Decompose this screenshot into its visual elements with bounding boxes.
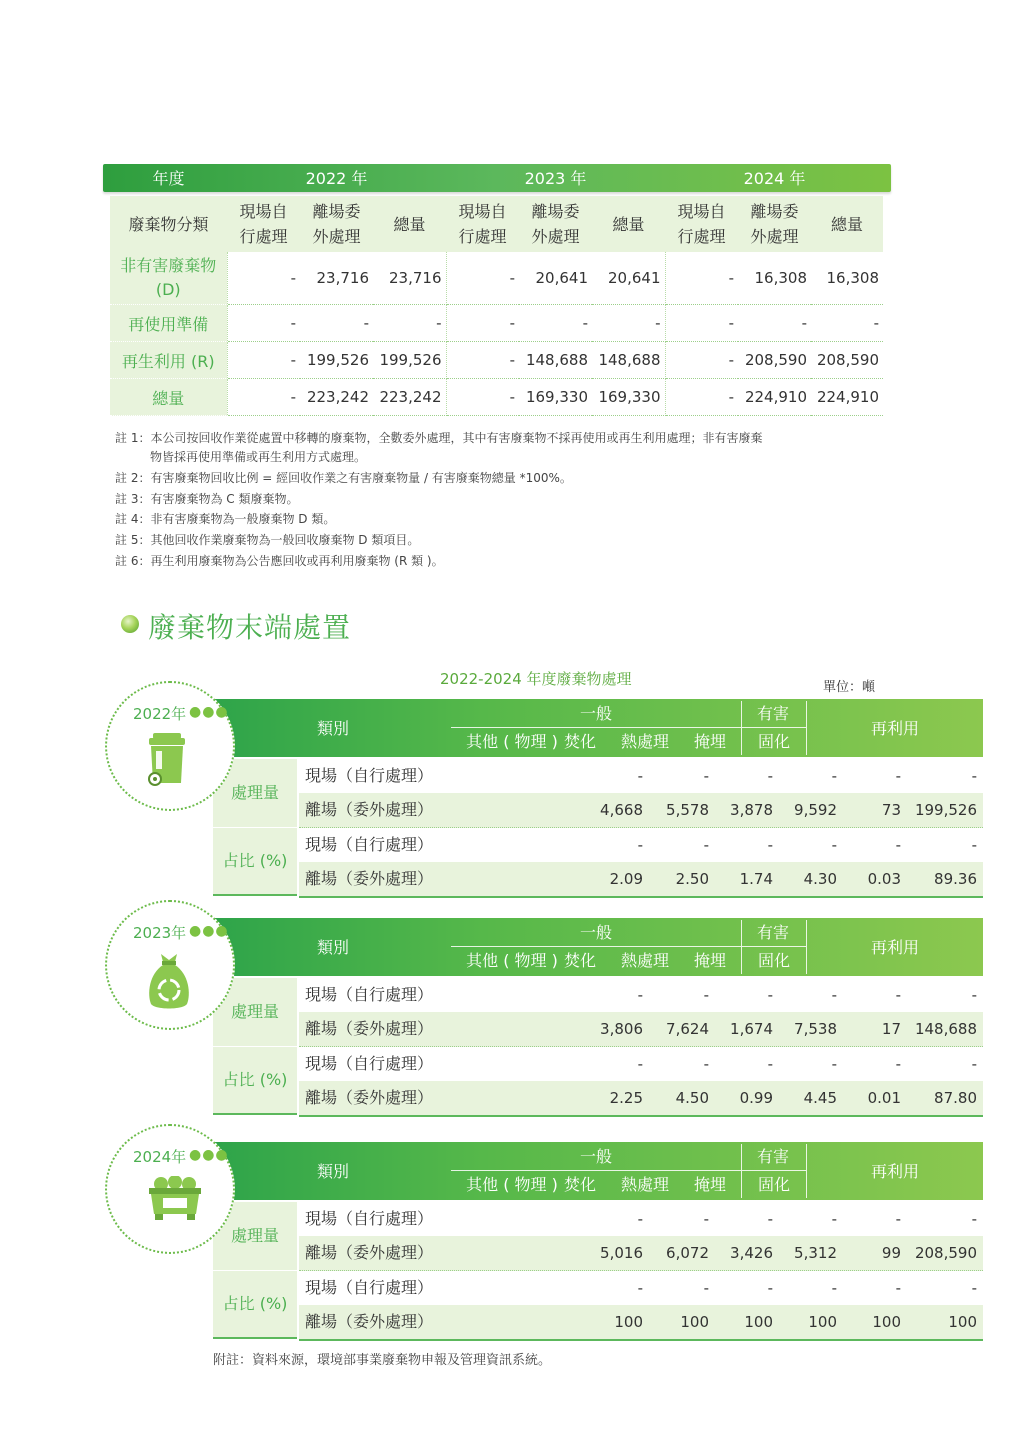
year-2023-label: 2023 年 xyxy=(524,169,587,188)
row-label: 非有害廢棄物 (D) xyxy=(110,252,227,305)
table-cell: - xyxy=(971,836,977,854)
table-cell: - xyxy=(831,986,837,1004)
year-badge xyxy=(105,900,235,1030)
col-offsite: 離場委 外處理 xyxy=(300,196,373,252)
subcol-header: 熱處理 xyxy=(620,951,669,970)
header-divider xyxy=(806,1144,807,1198)
table-cell: 1,674 xyxy=(730,1020,773,1038)
col-offsite: 離場委 外處理 xyxy=(519,196,592,252)
table-cell: 5,016 xyxy=(600,1244,643,1262)
table-cell: - xyxy=(592,305,665,342)
table-cell: - xyxy=(895,986,901,1004)
subcol-header: 掩埋 xyxy=(693,1175,726,1194)
table-cell: 7,538 xyxy=(794,1020,837,1038)
table-cell: - xyxy=(227,342,300,379)
category-header: 類別 xyxy=(316,719,349,738)
dots-decoration: ●●● xyxy=(189,704,229,720)
table-cell: - xyxy=(446,252,519,305)
ratio-group-label: 占比 (%) xyxy=(213,1271,297,1339)
general-header: 一般 xyxy=(579,923,612,942)
row-label: 離場（委外處理） xyxy=(305,1088,434,1107)
header-divider xyxy=(451,727,741,728)
table-cell: 87.80 xyxy=(934,1089,977,1107)
reuse-header: 再利用 xyxy=(870,1162,919,1181)
col-total: 總量 xyxy=(592,196,665,252)
row-label: 總量 xyxy=(110,379,227,416)
col-offsite: 離場委 外處理 xyxy=(738,196,811,252)
table-cell: - xyxy=(767,767,773,785)
table-cell: 20,641 xyxy=(592,252,665,305)
table-cell: - xyxy=(227,252,300,305)
row-label: 離場（委外處理） xyxy=(305,1312,434,1331)
table-row xyxy=(299,759,983,794)
row-label: 現場（自行處理） xyxy=(305,985,434,1004)
row-label: 現場（自行處理） xyxy=(305,1054,434,1073)
table-cell: 224,910 xyxy=(811,379,883,416)
table-cell: - xyxy=(767,1210,773,1228)
col-onsite: 現場自 行處理 xyxy=(665,196,738,252)
year-label: 2023年 xyxy=(133,924,187,942)
table-cell: 73 xyxy=(881,801,901,819)
subcol-header: 熱處理 xyxy=(620,1175,669,1194)
table-cell: - xyxy=(895,767,901,785)
row-label: 再生利用 (R) xyxy=(110,342,227,379)
table-cell: - xyxy=(703,767,709,785)
year-2024-label: 2024 年 xyxy=(743,169,806,188)
year-label: 年度 xyxy=(152,169,185,188)
table-cell: 20,641 xyxy=(519,252,592,305)
header-divider xyxy=(742,946,806,947)
year-block-2022年 xyxy=(105,699,977,899)
table-cell: 199,526 xyxy=(300,342,373,379)
table-cell: - xyxy=(373,305,446,342)
table-cell: 4.50 xyxy=(675,1089,709,1107)
note-1-cont: 物皆採再使用準備或再生利用方式處理。 xyxy=(150,450,367,464)
table-cell: - xyxy=(831,1279,837,1297)
table-cell: - xyxy=(637,1279,643,1297)
subcol-header: 固化 xyxy=(757,732,790,751)
unit-label: 單位：噸 xyxy=(823,680,876,695)
table-cell: 223,242 xyxy=(300,379,373,416)
table-cell: 3,878 xyxy=(730,801,773,819)
table-row xyxy=(299,1202,983,1237)
subcol-header: 其他 ( 物理 ) xyxy=(466,1175,558,1194)
table-cell: 4.45 xyxy=(803,1089,837,1107)
table-cell: 5,312 xyxy=(794,1244,837,1262)
table-cell: 3,426 xyxy=(730,1244,773,1262)
table-cell: - xyxy=(637,1210,643,1228)
row-label: 離場（委外處理） xyxy=(305,1019,434,1038)
header-divider xyxy=(741,701,742,755)
table-cell: - xyxy=(971,767,977,785)
table-cell: 169,330 xyxy=(592,379,665,416)
table-cell: 148,688 xyxy=(519,342,592,379)
table-cell: - xyxy=(703,986,709,1004)
amount-group-label: 處理量 xyxy=(213,978,297,1046)
ratio-group-label: 占比 (%) xyxy=(213,1047,297,1115)
table-cell: 3,806 xyxy=(600,1020,643,1038)
year-table-header xyxy=(213,1142,983,1200)
table-cell: 1.74 xyxy=(739,870,773,888)
table-cell: 223,242 xyxy=(373,379,446,416)
table-cell: 7,624 xyxy=(666,1020,709,1038)
general-header: 一般 xyxy=(579,1147,612,1166)
table-cell: 16,308 xyxy=(738,252,811,305)
table-row xyxy=(299,862,983,898)
table-row xyxy=(110,379,883,416)
table-cell: - xyxy=(971,986,977,1004)
table-cell: 6,072 xyxy=(666,1244,709,1262)
table-cell: - xyxy=(738,305,811,342)
table-cell: - xyxy=(831,1210,837,1228)
general-header: 一般 xyxy=(579,704,612,723)
table-caption: 2022-2024 年度廢棄物處理 xyxy=(440,670,632,688)
row-label: 現場（自行處理） xyxy=(305,766,434,785)
table-row xyxy=(299,828,983,863)
table-cell: - xyxy=(519,305,592,342)
note-5: 註 5：其他回收作業廢棄物為一般回收廢棄物 D 類項目。 xyxy=(115,533,420,547)
note-1: 註 1：本公司按回收作業從處置中移轉的廢棄物，全數委外處理，其中有害廢棄物不採再使用或再生利用處理；非有害廢棄 xyxy=(115,431,763,445)
table-cell: - xyxy=(895,1055,901,1073)
table-row xyxy=(110,342,883,379)
table-cell: 148,688 xyxy=(592,342,665,379)
table-cell: 4.30 xyxy=(803,870,837,888)
table-cell: 148,688 xyxy=(914,1020,977,1038)
row-label: 離場（委外處理） xyxy=(305,800,434,819)
note-6: 註 6：再生利用廢棄物為公告應回收或再利用廢棄物 (R 類 )。 xyxy=(115,554,444,568)
table-cell: 208,590 xyxy=(914,1244,977,1262)
header-divider xyxy=(741,920,742,974)
table-cell: - xyxy=(703,1210,709,1228)
table-cell: - xyxy=(971,1210,977,1228)
dots-decoration: ●●● xyxy=(189,1147,229,1163)
row-label: 再使用準備 xyxy=(110,305,227,342)
year-badge xyxy=(105,681,235,811)
subcol-header: 固化 xyxy=(757,1175,790,1194)
table-cell: 0.01 xyxy=(867,1089,901,1107)
year-block-2023年 xyxy=(105,918,977,1118)
table-cell: 99 xyxy=(881,1244,901,1262)
subcol-header: 掩埋 xyxy=(693,951,726,970)
table-cell: 5,578 xyxy=(666,801,709,819)
subcol-header: 其他 ( 物理 ) xyxy=(466,732,558,751)
waste-classification-table xyxy=(110,196,883,416)
row-label: 離場（委外處理） xyxy=(305,869,434,888)
table-cell: 169,330 xyxy=(519,379,592,416)
table-cell: 2.50 xyxy=(675,870,709,888)
amount-group-label: 處理量 xyxy=(213,1202,297,1270)
category-label: 廢棄物分類 xyxy=(110,196,227,252)
table-cell: - xyxy=(895,836,901,854)
table-cell: - xyxy=(665,252,738,305)
table-cell: 0.03 xyxy=(867,870,901,888)
amount-group-label: 處理量 xyxy=(213,759,297,827)
header-divider xyxy=(451,946,741,947)
table-cell: - xyxy=(446,342,519,379)
table-cell: - xyxy=(227,379,300,416)
row-label: 現場（自行處理） xyxy=(305,1278,434,1297)
table-cell: 100 xyxy=(680,1313,709,1331)
table-cell: - xyxy=(637,767,643,785)
table-cell: - xyxy=(831,836,837,854)
table-cell: - xyxy=(811,305,883,342)
col-total: 總量 xyxy=(811,196,883,252)
table-cell: - xyxy=(767,836,773,854)
table-cell: - xyxy=(300,305,373,342)
table-cell: 224,910 xyxy=(738,379,811,416)
header-divider xyxy=(451,1170,741,1171)
table-cell: - xyxy=(767,1055,773,1073)
table-cell: 208,590 xyxy=(738,342,811,379)
note-3: 註 3：有害廢棄物為 C 類廢棄物。 xyxy=(115,492,299,506)
year-2022-label: 2022 年 xyxy=(305,169,368,188)
table-row xyxy=(110,252,883,305)
table-cell: 16,308 xyxy=(811,252,883,305)
year-block-2024年 xyxy=(105,1142,977,1342)
subcol-header: 熱處理 xyxy=(620,732,669,751)
col-onsite: 現場自 行處理 xyxy=(446,196,519,252)
hazardous-header: 有害 xyxy=(756,704,789,723)
header-divider xyxy=(806,701,807,755)
table-row xyxy=(299,1236,983,1271)
table-cell: 100 xyxy=(808,1313,837,1331)
table-cell: - xyxy=(637,1055,643,1073)
table-cell: - xyxy=(895,1279,901,1297)
table-cell: 208,590 xyxy=(811,342,883,379)
section-title: 廢棄物末端處置 xyxy=(148,611,352,644)
subcol-header: 其他 ( 物理 ) xyxy=(466,951,558,970)
table-cell: 9,592 xyxy=(794,801,837,819)
table-cell: - xyxy=(703,1055,709,1073)
year-label: 2024年 xyxy=(133,1148,187,1166)
table-row xyxy=(299,1012,983,1047)
header-divider xyxy=(806,920,807,974)
table-cell: - xyxy=(637,986,643,1004)
reuse-header: 再利用 xyxy=(870,719,919,738)
subcol-header: 焚化 xyxy=(563,951,596,970)
row-label: 現場（自行處理） xyxy=(305,1209,434,1228)
table-cell: 23,716 xyxy=(300,252,373,305)
col-total: 總量 xyxy=(373,196,446,252)
table-row xyxy=(299,978,983,1013)
table-cell: 2.25 xyxy=(609,1089,643,1107)
table-row xyxy=(299,793,983,828)
subcol-header: 固化 xyxy=(757,951,790,970)
year-label: 2022年 xyxy=(133,705,187,723)
ratio-group-label: 占比 (%) xyxy=(213,828,297,896)
table-cell: - xyxy=(665,379,738,416)
table-row xyxy=(299,1305,983,1341)
table-cell: - xyxy=(665,342,738,379)
table-cell: 100 xyxy=(614,1313,643,1331)
table-cell: - xyxy=(767,986,773,1004)
table-cell: 199,526 xyxy=(373,342,446,379)
table-cell: - xyxy=(703,836,709,854)
reuse-header: 再利用 xyxy=(870,938,919,957)
table-cell: 4,668 xyxy=(600,801,643,819)
table-subheader-row xyxy=(110,196,883,252)
table-cell: - xyxy=(895,1210,901,1228)
category-header: 類別 xyxy=(316,938,349,957)
table-cell: 100 xyxy=(744,1313,773,1331)
table-cell: - xyxy=(971,1279,977,1297)
year-table-header xyxy=(213,699,983,757)
dots-decoration: ●●● xyxy=(189,923,229,939)
table-cell: - xyxy=(637,836,643,854)
note-4: 註 4：非有害廢棄物為一般廢棄物 D 類。 xyxy=(115,512,336,526)
header-divider xyxy=(742,1170,806,1171)
top-table-year-header xyxy=(103,164,891,192)
table-cell: 199,526 xyxy=(914,801,977,819)
category-header: 類別 xyxy=(316,1162,349,1181)
table-cell: - xyxy=(446,305,519,342)
footnote: 附註：資料來源，環境部事業廢棄物申報及管理資訊系統。 xyxy=(213,1353,552,1368)
section-bullet-icon xyxy=(121,615,139,633)
header-divider xyxy=(742,727,806,728)
table-row xyxy=(110,305,883,342)
table-cell: 23,716 xyxy=(373,252,446,305)
note-2: 註 2：有害廢棄物回收比例 = 經回收作業之有害廢棄物量 / 有害廢棄物總量 *100%。 xyxy=(115,471,572,485)
subcol-header: 焚化 xyxy=(563,1175,596,1194)
table-cell: 0.99 xyxy=(739,1089,773,1107)
table-row xyxy=(299,1047,983,1082)
table-cell: - xyxy=(831,767,837,785)
table-cell: - xyxy=(767,1279,773,1297)
table-cell: - xyxy=(665,305,738,342)
table-row xyxy=(299,1271,983,1306)
table-cell: - xyxy=(703,1279,709,1297)
year-badge xyxy=(105,1124,235,1254)
table-cell: - xyxy=(971,1055,977,1073)
table-cell: 100 xyxy=(948,1313,977,1331)
table-row xyxy=(299,1081,983,1117)
table-cell: 17 xyxy=(881,1020,901,1038)
row-label: 離場（委外處理） xyxy=(305,1243,434,1262)
subcol-header: 焚化 xyxy=(563,732,596,751)
row-label: 現場（自行處理） xyxy=(305,835,434,854)
table-cell: 100 xyxy=(872,1313,901,1331)
hazardous-header: 有害 xyxy=(756,1147,789,1166)
hazardous-header: 有害 xyxy=(756,923,789,942)
header-divider xyxy=(741,1144,742,1198)
table-cell: 89.36 xyxy=(934,870,977,888)
subcol-header: 掩埋 xyxy=(693,732,726,751)
table-cell: - xyxy=(831,1055,837,1073)
table-cell: - xyxy=(227,305,300,342)
table-cell: 2.09 xyxy=(609,870,643,888)
year-table-header xyxy=(213,918,983,976)
col-onsite: 現場自 行處理 xyxy=(227,196,300,252)
table-cell: - xyxy=(446,379,519,416)
